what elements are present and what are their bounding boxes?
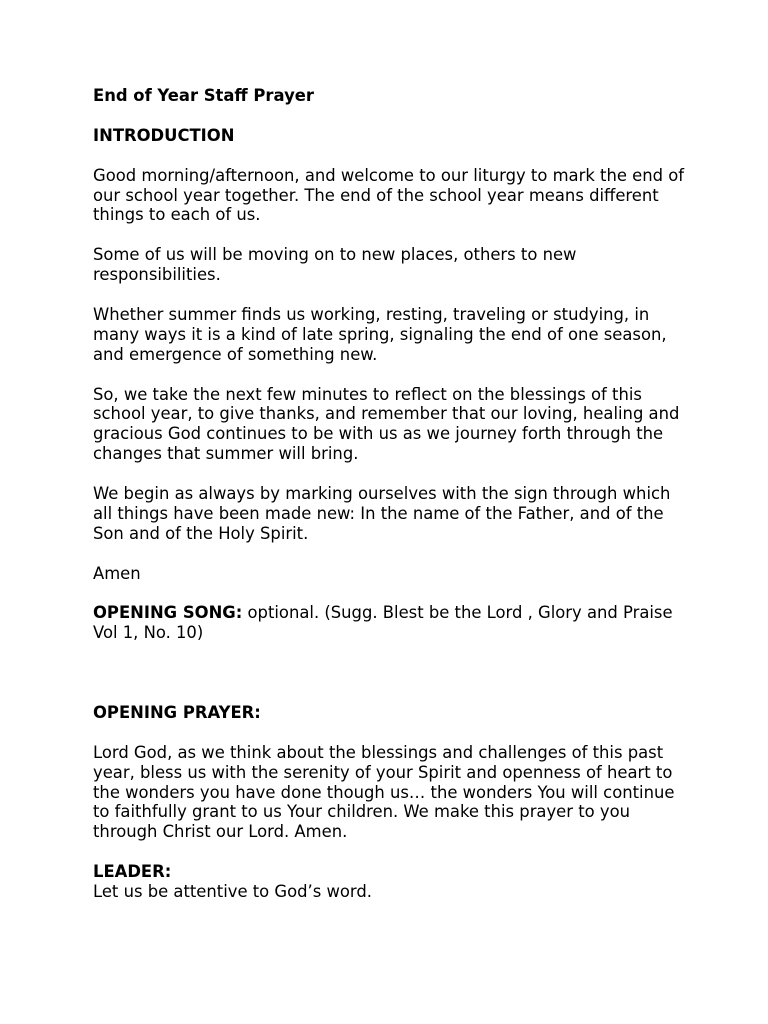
leader-section: [93, 862, 693, 902]
opening-prayer-heading: OPENING PRAYER:: [93, 702, 261, 722]
leader-text: Let us be attentive to God’s word.: [93, 882, 373, 902]
document-title: End of Year Staff Prayer: [93, 86, 314, 105]
introduction-paragraph: So, we take the next few minutes to reflect on the blessings of this school year, to give thanks, and remember that our loving, healing and gracious God continues to be with us as we journey forth through the changes that summer will bring.: [93, 384, 680, 464]
opening-prayer-text: Lord God, as we think about the blessings and challenges of this past year, bless us with the serenity of your Spirit and openness of heart to the wonders you have done though us… the wonders You will continue to faithfully grant to us Your children. We make this prayer to you through Christ our Lord. Amen.: [93, 742, 675, 842]
opening-song-label: OPENING SONG:: [93, 603, 243, 623]
blank-space: [93, 663, 693, 703]
opening-song-text: optional. (Sugg. Blest be the Lord , Glory and Praise Vol 1, No. 10): [93, 603, 673, 643]
introduction-heading: INTRODUCTION: [93, 125, 235, 145]
introduction-paragraph: Good morning/afternoon, and welcome to our liturgy to mark the end of our school year together. The end of the school year means different things to each of us.: [93, 165, 685, 225]
introduction-paragraph: We begin as always by marking ourselves with the sign through which all things have been made new: In the name of the Father, and of the Son and of the Holy Spirit.: [93, 484, 671, 543]
opening-song: [93, 603, 693, 643]
introduction-amen: Amen: [93, 563, 141, 583]
introduction-paragraph: Whether summer finds us working, resting, traveling or studying, in many ways it is a kind of late spring, signaling the end of one season, and emergence of something new.: [93, 304, 667, 364]
document-body: [93, 86, 693, 902]
introduction-paragraph: Some of us will be moving on to new places, others to new responsibilities.: [93, 245, 577, 285]
leader-heading: LEADER:: [93, 862, 172, 882]
